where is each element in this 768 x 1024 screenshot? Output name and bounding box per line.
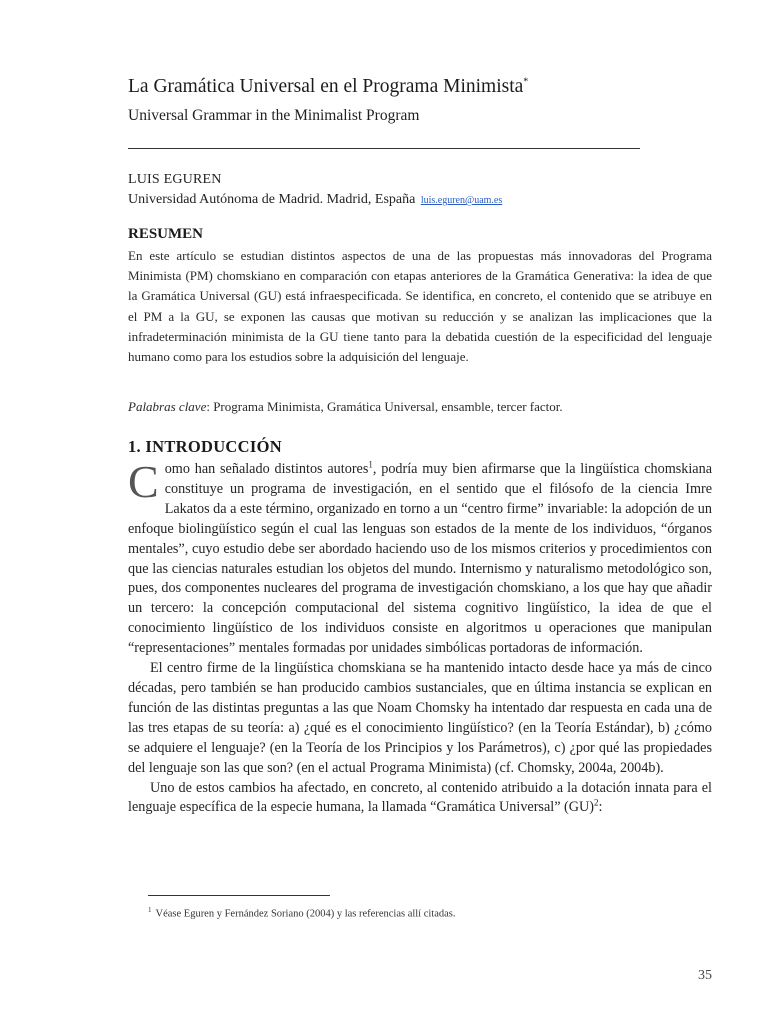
keywords-text: : Programa Minimista, Gramática Universal, ensamble, tercer factor. [206,399,563,414]
title-divider [128,148,640,149]
title-footnote-mark: * [523,76,529,88]
abstract-heading: RESUMEN [128,226,204,242]
footnote-1-mark: 1 [148,906,152,914]
title-text: La Gramática Universal en el Programa Minimista [128,76,524,97]
body-text [128,456,712,818]
paragraph-1-rest: , podría muy bien afirmarse que la lingüística chomskiana constituye un programa de investigación, en el sentido que el filósofo de la ciencia Imre Lakatos da a este término, organizado en torno a un “centro firme” invariable: la adopción de un enfoque biolingüístico según el cual las lenguas son estados de la mente de los individuos, “órganos mentales”, cuyo estudio debe ser abordado haciendo uso de los mismos criterios y procedimientos con que las ciencias naturales estudian los objetos del mundo. Internismo y naturalismo metodológico son, pues, dos componentes nucleares del programa de investigación chomskiano, a los que hay que añadir un tercero: la concepción computacional del sistema cognitivo lingüístico, la idea de que el conocimiento lingüístico de los individuos consiste en algoritmos u operaciones que manipulan “representaciones” mentales formadas por unidades simbólicas portadoras de información. [128,461,712,657]
keywords-label: Palabras clave [128,399,207,414]
paragraph-2: El centro firme de la lingüística chomskiana se ha mantenido intacto desde hace ya más de cinco décadas, pero también se han producido cambios sustanciales, que en última instancia se explican en función de las distintas preguntas a las que Noam Chomsky ha intentado dar respuesta en cada una de las tres etapas de su teoría: a) ¿qué es el conocimiento lingüístico? (en la Teoría Estándar), b) ¿cómo se adquiere el lenguaje? (en la Teoría de los Principios y los Parámetros), c) ¿por qué las propiedades del lenguaje son las que son? (en el actual Programa Minimista) (cf. Chomsky, 2004a, 2004b). [128,660,712,776]
footnote-1-text: Véase Eguren y Fernández Soriano (2004) y las referencias allí citadas. [155,908,456,920]
article-title [128,76,528,98]
section-heading: 1. INTRODUCCIÓN [128,437,282,456]
paragraph-3 [128,779,712,819]
paragraph-3-end: : [598,799,603,816]
abstract-text: En este artículo se estudian distintos aspectos de una de las propuestas más innovadoras del Programa Minimista (PM) chomskiano en comparación con etapas anteriores de la Gramática Generativa: la idea de que la Gramática Universal (GU) está infraespecificada. Se identifica, en concreto, el contenido que se atribuye en el PM a la GU, se exponen las causas que motivan su reducción y se analizan las implicaciones que la infradeterminación minimista de la GU tiene tanto para la debatida cuestión de la especificidad del lenguaje humano como para los estudios sobre la adquisición del lenguaje. [128,248,712,365]
paragraph-1 [128,456,712,659]
paragraph-3-start: Uno de estos cambios ha afectado, en concreto, al contenido atribuido a la dotación innata para el lenguaje específica de la especie humana, la llamada “Gramática Universal” (GU) [128,779,712,816]
author-affiliation [128,192,502,208]
footnote-ref-1: 1 [368,459,373,470]
footnote-1 [148,906,708,920]
footnote-ref-2: 2 [593,797,599,808]
footnote-divider [148,895,330,896]
author-email-link[interactable]: luis.eguren@uam.es [420,195,503,206]
affiliation-text: Universidad Autónoma de Madrid. Madrid, España [128,192,416,207]
article-subtitle: Universal Grammar in the Minimalist Program [128,107,420,124]
author-name: LUIS EGUREN [128,172,222,187]
paragraph-1-start: omo han señalado distintos autores [164,461,369,477]
page [128,0,712,1024]
page-number: 35 [698,968,712,983]
keywords [128,399,712,415]
drop-cap: C [128,456,159,507]
